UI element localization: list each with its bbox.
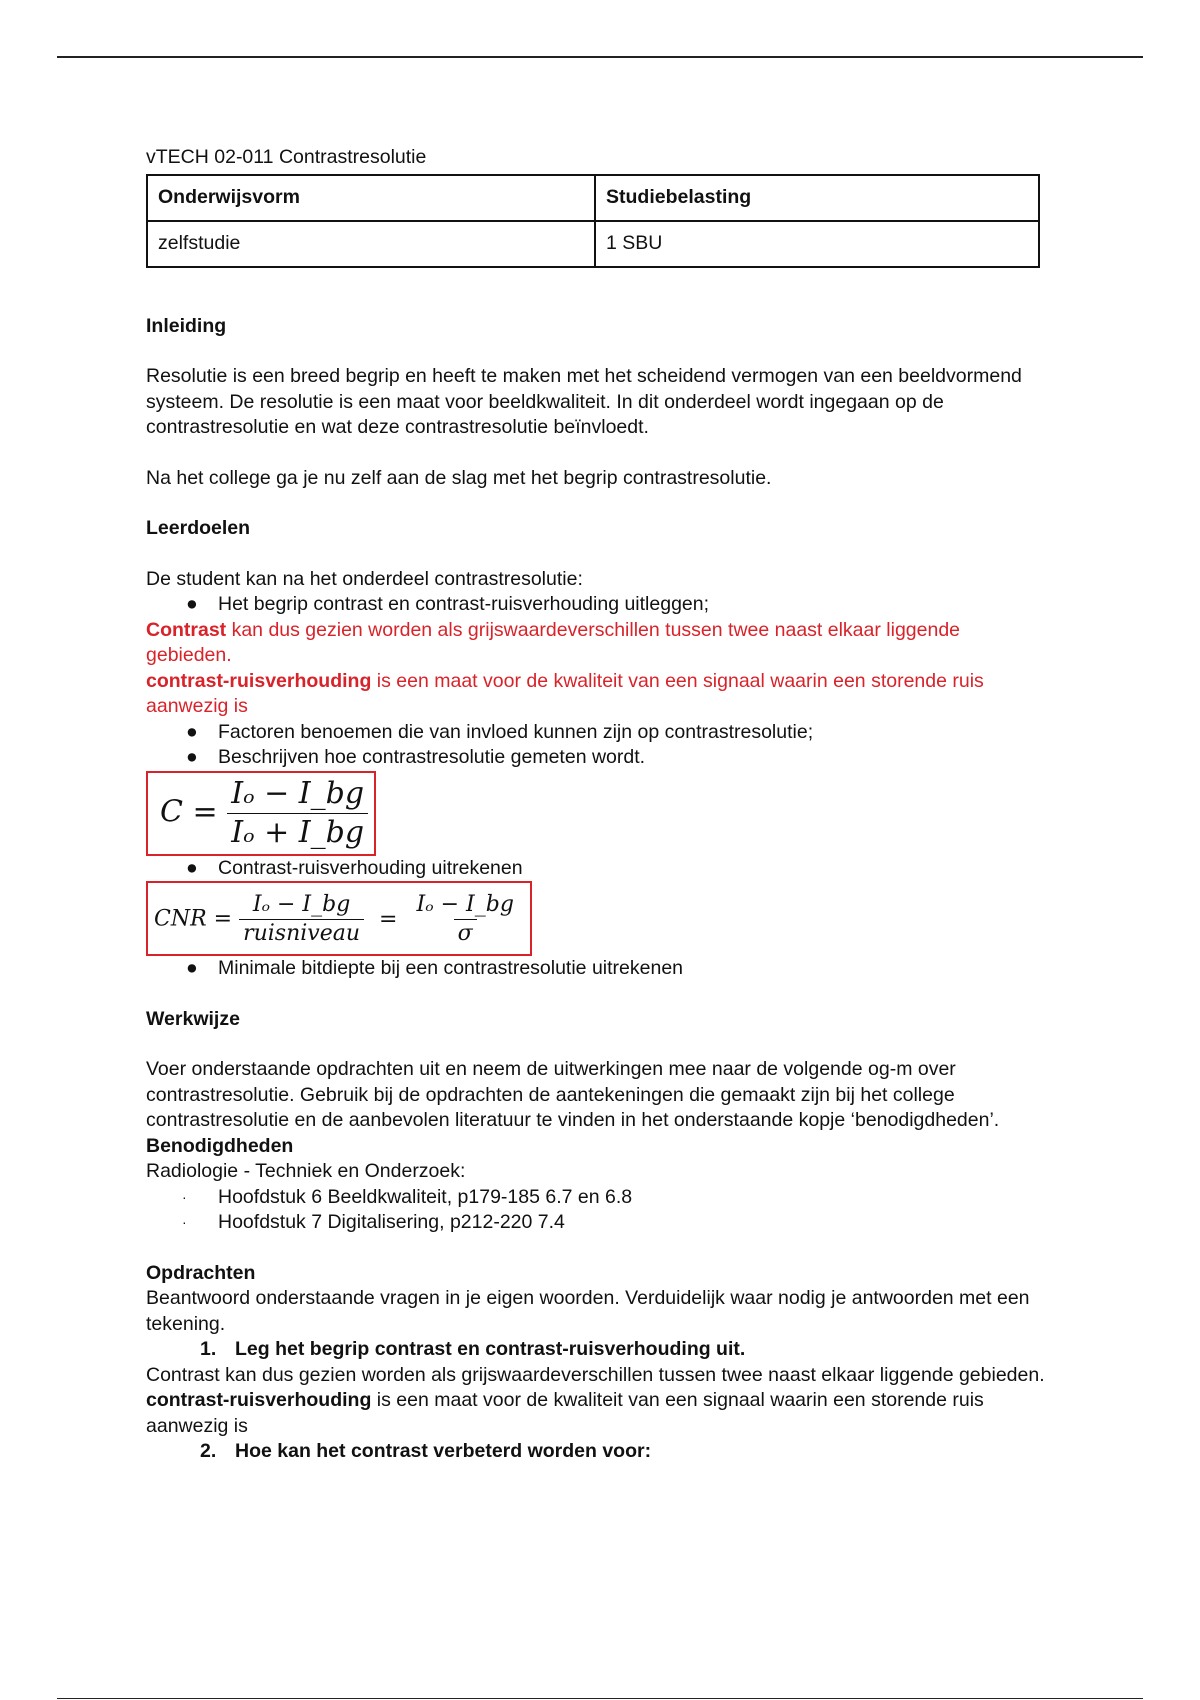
paragraph: Resolutie is een breed begrip en heeft te maken met het scheidend vermogen van een beeldvormend systeem. De resolutie is een maat voor beeldkwaliteit. In dit onderdeel wordt ingegaan op de contrastresolutie en wat deze contrastresolutie beïnvloedt. xyxy=(146,365,1022,438)
info-table xyxy=(146,174,1040,268)
table-header-row xyxy=(147,175,1039,221)
formula-fraction xyxy=(239,891,364,948)
bullet-icon: ● xyxy=(186,957,198,979)
question-list xyxy=(146,1439,1046,1465)
list-item-text: Hoofdstuk 7 Digitalisering, p212-220 7.4 xyxy=(218,1211,565,1233)
formula-fraction xyxy=(227,775,368,852)
section-heading-inleiding: Inleiding xyxy=(146,314,227,337)
list-item xyxy=(146,745,1046,771)
list-item-text: Contrast-ruisverhouding uitrekenen xyxy=(218,856,523,879)
section-heading-leerdoelen: Leerdoelen xyxy=(146,517,251,539)
bullet-icon: ● xyxy=(186,856,198,879)
formula-numerator: Iₒ − I_bg xyxy=(416,892,514,917)
list-item-text: Het begrip contrast en contrast-ruisverhouding uitleggen; xyxy=(218,593,710,615)
formula-denominator: σ xyxy=(454,919,477,948)
formula-fraction xyxy=(412,891,517,948)
list-item-text: Beschrijven hoe contrastresolutie gemeten wordt. xyxy=(218,746,646,768)
bullet-icon: ● xyxy=(186,746,198,768)
formula-numerator: Iₒ − I_bg xyxy=(231,775,365,811)
list-item xyxy=(146,856,1046,882)
section-heading-benodigdheden: Benodigdheden xyxy=(146,1134,294,1157)
formula-denominator: ruisniveau xyxy=(239,919,364,948)
answer-paragraph: Contrast kan dus gezien worden als grijswaardeverschillen tussen twee naast elkaar liggende gebieden. xyxy=(146,1363,1045,1386)
paragraph: Beantwoord onderstaande vragen in je eigen woorden. Verduidelijk waar nodig je antwoorden met een tekening. xyxy=(146,1287,1030,1335)
question-text: Leg het begrip contrast en contrast-ruisverhouding uit. xyxy=(235,1338,746,1360)
formula-lhs: CNR = xyxy=(154,906,233,932)
red-note xyxy=(146,618,1046,669)
paragraph: De student kan na het onderdeel contrastresolutie: xyxy=(146,567,583,590)
table-cell: 1 SBU xyxy=(595,221,1039,267)
contrast-formula xyxy=(146,771,376,856)
answer-paragraph xyxy=(146,1388,1046,1439)
bullet-list xyxy=(146,720,1046,771)
bullet-icon: ● xyxy=(186,593,198,615)
question-list xyxy=(146,1337,1046,1363)
list-item-text: Hoofdstuk 6 Beeldkwaliteit, p179-185 6.7 en 6.8 xyxy=(218,1185,633,1208)
answer-text: is een maat voor de kwaliteit van een signaal waarin een storende ruis aanwezig is xyxy=(146,1389,984,1437)
bullet-list xyxy=(146,956,1046,982)
formula-lhs: C = xyxy=(160,794,218,829)
bullet-list xyxy=(146,1185,1046,1236)
paragraph: Radiologie - Techniek en Onderzoek: xyxy=(146,1160,466,1182)
red-note-text: kan dus gezien worden als grijswaardeverschillen tussen twee naast elkaar liggende gebieden. xyxy=(146,618,961,666)
list-item-text: Factoren benoemen die van invloed kunnen zijn op contrastresolutie; xyxy=(218,720,814,743)
table-row xyxy=(147,221,1039,267)
list-item xyxy=(146,1210,1046,1236)
footer-rule xyxy=(57,1698,1143,1699)
paragraph: Na het college ga je nu zelf aan de slag met het begrip contrastresolutie. xyxy=(146,466,772,489)
paragraph: Voer onderstaande opdrachten uit en neem de uitwerkingen mee naar de volgende og-m over contrastresolutie. Gebruik bij de opdrachten de aantekeningen die gemaakt zijn bij het college contrastresolutie en de aanbevolen literatuur te vinden in het onderstaande kopje ‘benodigdheden’. xyxy=(146,1058,1000,1131)
bullet-icon: · xyxy=(182,1214,187,1230)
bullet-icon: ● xyxy=(186,720,198,743)
question-item xyxy=(146,1439,1046,1465)
answer-bold: contrast-ruisverhouding xyxy=(146,1389,372,1411)
list-item xyxy=(146,592,1046,618)
cnr-formula xyxy=(146,881,532,956)
list-item xyxy=(146,720,1046,746)
list-item-text: Minimale bitdiepte bij een contrastresolutie uitrekenen xyxy=(218,957,684,979)
formula-denominator: Iₒ + I_bg xyxy=(227,813,368,852)
table-header-cell: Studiebelasting xyxy=(595,175,1039,221)
question-number: 1. xyxy=(200,1338,217,1360)
bullet-list xyxy=(146,592,1046,618)
red-note-bold: Contrast xyxy=(146,618,227,641)
section-heading-werkwijze: Werkwijze xyxy=(146,1007,240,1030)
question-number: 2. xyxy=(200,1440,217,1462)
red-note-bold: contrast-ruisverhouding xyxy=(146,669,372,692)
red-note-text: is een maat voor de kwaliteit van een signaal waarin een storende ruis aanwezig is xyxy=(146,669,984,717)
document-body xyxy=(146,145,1046,1465)
table-header-cell: Onderwijsvorm xyxy=(147,175,595,221)
bullet-list xyxy=(146,856,1046,882)
list-item xyxy=(146,956,1046,982)
question-item xyxy=(146,1337,1046,1363)
red-note xyxy=(146,669,1046,720)
question-text: Hoe kan het contrast verbeterd worden voor: xyxy=(235,1440,652,1462)
section-heading-opdrachten: Opdrachten xyxy=(146,1261,256,1284)
header-rule xyxy=(57,56,1143,58)
formula-equals: = xyxy=(379,906,398,932)
list-item xyxy=(146,1185,1046,1211)
table-cell: zelfstudie xyxy=(147,221,595,267)
document-title: vTECH 02-011 Contrastresolutie xyxy=(146,146,427,168)
bullet-icon: · xyxy=(182,1188,187,1205)
formula-numerator: Iₒ − I_bg xyxy=(252,892,351,917)
